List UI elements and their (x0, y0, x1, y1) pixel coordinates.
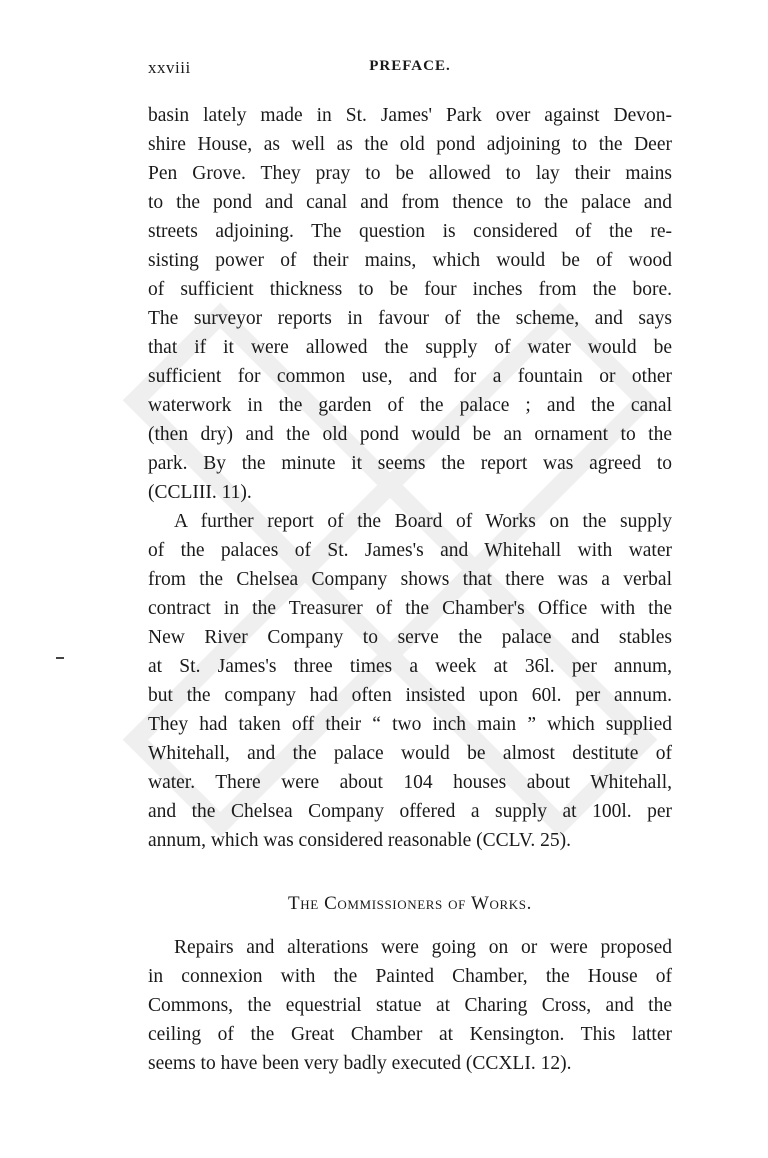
section-heading: The Commissioners of Works. (288, 893, 532, 914)
text-line: of the palaces of St. James's and Whitehall with water (148, 540, 672, 561)
text-line: seems to have been very badly executed (CCXLI. 12). (148, 1053, 572, 1074)
text-line: (then dry) and the old pond would be an ornament to the (148, 424, 672, 445)
text-line: streets adjoining. The question is considered of the re- (148, 221, 672, 242)
text-line: New River Company to serve the palace and stables (148, 627, 672, 648)
text-line: sufficient for common use, and for a fountain or other (148, 366, 672, 387)
text-line: at St. James's three times a week at 36l. per annum, (148, 656, 672, 677)
text-line: that if it were allowed the supply of water would be (148, 337, 672, 358)
running-title: PREFACE. (369, 58, 451, 74)
paragraph (148, 101, 672, 507)
text-line: contract in the Treasurer of the Chamber's Office with the (148, 598, 672, 619)
text-line: Whitehall, and the palace would be almost destitute of (148, 743, 672, 764)
text-line: sisting power of their mains, which would be of wood (148, 250, 672, 271)
text-line: They had taken off their “ two inch main ” which supplied (148, 714, 672, 735)
running-head (148, 58, 672, 84)
text-line: A further report of the Board of Works on the supply (174, 511, 672, 532)
text-line: to the pond and canal and from thence to the palace and (148, 192, 672, 213)
text-line: but the company had often insisted upon 60l. per annum. (148, 685, 672, 706)
text-line: of sufficient thickness to be four inches from the bore. (148, 279, 672, 300)
text-line: Commons, the equestrial statue at Charing Cross, and the (148, 995, 672, 1016)
text-line: Pen Grove. They pray to be allowed to lay their mains (148, 163, 672, 184)
margin-mark (56, 657, 64, 659)
text-line: shire House, as well as the old pond adjoining to the Deer (148, 134, 672, 155)
text-line: (CCLIII. 11). (148, 482, 252, 503)
text-line: from the Chelsea Company shows that there was a verbal (148, 569, 672, 590)
text-line: in connexion with the Painted Chamber, the House of (148, 966, 672, 987)
page-number: xxviii (148, 58, 191, 77)
text-line: water. There were about 104 houses about Whitehall, (148, 772, 672, 793)
section-body (148, 933, 672, 1078)
text-line: waterwork in the garden of the palace ; and the canal (148, 395, 672, 416)
body-text (148, 101, 672, 855)
text-line: ceiling of the Great Chamber at Kensington. This latter (148, 1024, 672, 1045)
text-line: The surveyor reports in favour of the scheme, and says (148, 308, 672, 329)
text-line: and the Chelsea Company offered a supply at 100l. per (148, 801, 672, 822)
paragraph (148, 507, 672, 855)
text-line: annum, which was considered reasonable (CCLV. 25). (148, 830, 571, 851)
text-line: basin lately made in St. James' Park over against Devon- (148, 105, 672, 126)
text-line: Repairs and alterations were going on or were proposed (174, 937, 672, 958)
text-line: park. By the minute it seems the report was agreed to (148, 453, 672, 474)
